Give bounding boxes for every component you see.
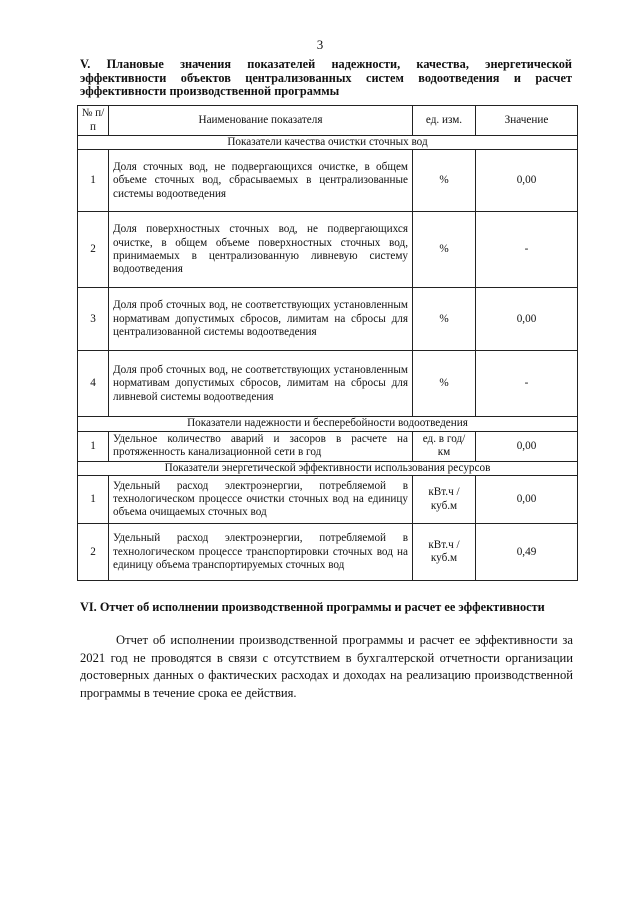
row-num: 3 xyxy=(78,288,109,351)
row-name: Удельный расход электроэнергии, потребляемой в технологическом процессе очистки сточных вод на единицу объема очищаемых сточных вод xyxy=(109,476,413,524)
row-num: 1 xyxy=(78,150,109,212)
header-name: Наименование показателя xyxy=(109,106,413,136)
row-unit: % xyxy=(413,288,476,351)
group-title: Показатели энергетической эффективности использования ресурсов xyxy=(78,461,578,475)
row-unit: % xyxy=(413,351,476,417)
row-unit: % xyxy=(413,212,476,288)
row-value: - xyxy=(476,351,578,417)
page-number: 3 xyxy=(316,37,324,52)
table-row xyxy=(78,524,578,581)
row-value: - xyxy=(476,212,578,288)
section-5-title: V. Плановые значения показателей надежности, качества, энергетической эффективности объектов централизованных систем водоотведения и расчет эффективности производственной программы xyxy=(80,57,572,98)
row-num: 2 xyxy=(78,212,109,288)
table-row xyxy=(78,288,578,351)
header-value: Значение xyxy=(476,106,578,136)
row-unit: % xyxy=(413,150,476,212)
header-unit: ед. изм. xyxy=(413,106,476,136)
row-name: Доля сточных вод, не подвергающихся очистке, в общем объеме сточных вод, сбрасываемых в централизованные системы водоотведения xyxy=(109,150,413,212)
row-name: Доля проб сточных вод, не соответствующих установленным нормативам допустимых сбросов, лимитам на сбросы для централизованной системы водоотведения xyxy=(109,288,413,351)
section-6-title: VI. Отчет об исполнении производственной программы и расчет ее эффективности xyxy=(80,600,545,614)
header-num: № п/п xyxy=(78,106,109,136)
table-row xyxy=(78,150,578,212)
row-num: 1 xyxy=(78,476,109,524)
row-name: Доля проб сточных вод, не соответствующих установленным нормативам допустимых сбросов, лимитам на сбросы для ливневой системы водоотведения xyxy=(109,351,413,417)
row-num: 4 xyxy=(78,351,109,417)
row-unit: кВт.ч / куб.м xyxy=(413,524,476,581)
row-value: 0,00 xyxy=(476,431,578,461)
indicators-table xyxy=(77,105,578,581)
group-title: Показатели качества очистки сточных вод xyxy=(78,136,578,150)
group-row xyxy=(78,461,578,475)
row-value: 0,00 xyxy=(476,288,578,351)
table-row xyxy=(78,476,578,524)
row-unit: ед. в год/ км xyxy=(413,431,476,461)
table-header-row xyxy=(78,106,578,136)
group-title: Показатели надежности и бесперебойности водоотведения xyxy=(78,417,578,431)
row-value: 0,00 xyxy=(476,150,578,212)
row-num: 2 xyxy=(78,524,109,581)
row-name: Удельный расход электроэнергии, потребляемой в технологическом процессе транспортировки сточных вод на единицу объема транспортируемых сточных вод xyxy=(109,524,413,581)
row-name: Удельное количество аварий и засоров в расчете на протяженность канализационной сети в год xyxy=(109,431,413,461)
row-value: 0,49 xyxy=(476,524,578,581)
report-paragraph: Отчет об исполнении производственной программы и расчет ее эффективности за 2021 год не проводятся в связи с отсутствием в бухгалтерской отчетности организации достоверных данных о фактических расходах и доходах на реализацию производственной программы в течение срока ее действия. xyxy=(80,633,573,700)
group-row xyxy=(78,417,578,431)
row-value: 0,00 xyxy=(476,476,578,524)
row-num: 1 xyxy=(78,431,109,461)
table-row xyxy=(78,431,578,461)
group-row xyxy=(78,136,578,150)
row-name: Доля поверхностных сточных вод, не подвергающихся очистке, в общем объеме поверхностных сточных вод, принимаемых в централизованную ливневую систему водоотведения xyxy=(109,212,413,288)
table-row xyxy=(78,212,578,288)
row-unit: кВт.ч / куб.м xyxy=(413,476,476,524)
table-row xyxy=(78,351,578,417)
